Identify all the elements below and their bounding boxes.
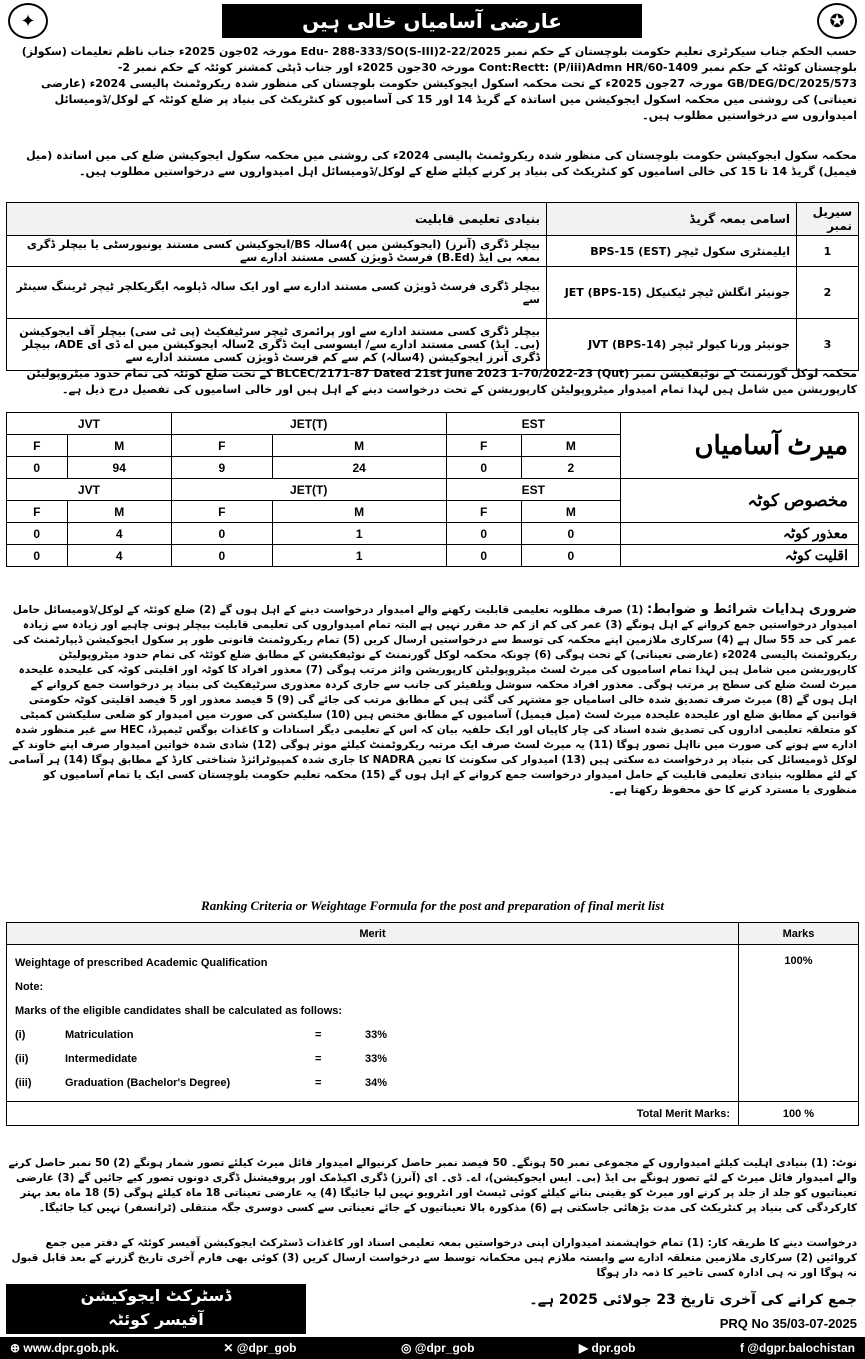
item-num: (ii) xyxy=(15,1053,29,1065)
instagram-icon: ◎ xyxy=(400,1341,415,1355)
facebook-handle: @dgpr.balochistan xyxy=(747,1341,855,1355)
facebook-link[interactable] xyxy=(740,1341,855,1355)
seat-value: 0 xyxy=(521,545,620,567)
merit-details xyxy=(7,945,739,1102)
sub-m: M xyxy=(272,501,446,523)
qualification-cell: بیچلر ڈگری کسی مستند ادارے سے اور پرائمری ٹیچر سرٹیفکیٹ (پی ٹی سی) بیچلر آف ایجوکیشن (بی۔ ایڈ) کسی مستند ادارے سے/ ایسوسی ایٹ ڈگری 2سالہ ایجوکیشن میں اے ڈی ای ADE، بیچلر ڈگری آنرز ایجوکیشن (4سالہ) کم سے کم فرسٹ ڈویژن کسی مستند ادارے سے xyxy=(7,319,547,371)
youtube-handle: dpr.gob xyxy=(591,1341,636,1355)
globe-icon: ⊕ xyxy=(10,1341,24,1355)
serial-cell: 3 xyxy=(797,319,859,371)
government-emblem-right-icon: ✪ xyxy=(817,3,857,39)
seat-value: 0 xyxy=(446,523,521,545)
sub-f: F xyxy=(7,501,68,523)
item-eq: = xyxy=(315,1077,322,1089)
seat-value: 1 xyxy=(272,545,446,567)
sub-f: F xyxy=(171,501,272,523)
sub-f: F xyxy=(446,501,521,523)
sub-m: M xyxy=(521,435,620,457)
minority-quota-label: اقلیت کوٹہ xyxy=(621,545,859,567)
x-handle: @dpr_gob xyxy=(236,1341,297,1355)
seat-value: 4 xyxy=(67,545,171,567)
sub-m: M xyxy=(521,501,620,523)
sub-f: F xyxy=(171,435,272,457)
x-link[interactable] xyxy=(223,1341,296,1355)
seat-value: 0 xyxy=(7,457,68,479)
merit-item xyxy=(15,1071,730,1095)
table-row xyxy=(7,236,859,267)
group-jvt: JVT xyxy=(7,479,172,501)
sub-m: M xyxy=(67,501,171,523)
item-pct: 34% xyxy=(365,1077,388,1089)
group-est: EST xyxy=(446,413,620,435)
item-pct: 33% xyxy=(365,1029,388,1041)
page-title: عارضی آسامیاں خالی ہیں xyxy=(222,4,642,38)
col-post: اسامی بمعہ گریڈ xyxy=(547,203,797,236)
total-value: 100 % xyxy=(739,1102,859,1126)
merit-item xyxy=(15,1023,730,1047)
merit-item xyxy=(15,1047,730,1071)
col-marks: Marks xyxy=(739,923,859,945)
group-jet: JET(T) xyxy=(171,413,446,435)
serial-cell: 1 xyxy=(797,236,859,267)
seat-value: 0 xyxy=(446,457,521,479)
post-cell: جونیئر ورنا کیولر ٹیچر JVT (BPS-14) xyxy=(547,319,797,371)
notes-section: نوٹ: (1) بنیادی اہلیت کیلئے امیدواروں کے مجموعی نمبر 50 ہونگے۔ 50 فیصد نمبر حاصل کرنیوالے امیدوار فائل میرٹ کیلئے تصور شمار ہونگے (2) 50 نمبر حاصل کرنے والے امیدوار فائل میرٹ کے لئے تصور ہونگے بی ایڈ (بی۔ ایس ایجوکیشن)، اے۔ ڈی۔ ای (آنرز) ڈگری اکیڈمک اور پروفیشنل ڈگری دونوں تصور کیے جائیں گے (3) عارضی تعیناتیوں کو جلد از جلد پر کرنے اور میرٹ کو یقینی بنانے کیلئے کوئی ٹیسٹ اور انٹرویو نہیں لیا جائیگا (4) یہ عارضی تعیناتی 18 ماہ کیلئے ہوگی (5) 18 ماہ بعد بہتر کارکردگی کی بنیاد پر کنٹریکٹ کی مدت بڑھائی جاسکتی ہے (6) مذکورہ بالا تعیناتیوں کے جائے تعیناتی سے کسی دوسری جگہ منتقلی (ٹرانسفر) نہیں کیا جائیگا۔ xyxy=(8,1157,857,1214)
x-icon: ✕ xyxy=(223,1341,237,1355)
item-pct: 33% xyxy=(365,1053,388,1065)
footer-bar xyxy=(0,1337,865,1359)
youtube-link[interactable] xyxy=(579,1341,636,1355)
item-eq: = xyxy=(315,1029,322,1041)
posts-table xyxy=(6,202,859,371)
deadline-text: جمع کرانے کی آخری تاریخ 23 جولائی 2025 ہے۔ xyxy=(529,1292,857,1308)
special-quota-label: مخصوص کوٹہ xyxy=(621,479,859,523)
sub-m: M xyxy=(67,435,171,457)
merit-table xyxy=(6,922,859,1126)
col-serial: سیریل نمبر xyxy=(797,203,859,236)
intro-paragraph-2: محکمہ سکول ایجوکیشن حکومت بلوچستان کی منظور شدہ ریکروٹمنٹ پالیسی 2024ء کی روشنی میں محکمہ سکول ایجوکیشن ضلع کی میں اساتذہ (میل فیمیل) گریڈ 14 تا 15 کی خالی اسامیوں کو کنٹریکٹ کی بنیاد پر کرنے کیلئے ضلع کے لوکل/ڈومیسائل اہل امیدواروں سے درخواستیں مطلوب ہیں۔ xyxy=(26,149,857,178)
item-name: Intermedidate xyxy=(65,1053,138,1065)
table-row xyxy=(7,267,859,319)
header xyxy=(0,0,865,42)
group-jet: JET(T) xyxy=(171,479,446,501)
posts-header-row xyxy=(7,203,859,236)
disabled-quota-label: معذور کوٹہ xyxy=(621,523,859,545)
col-merit: Merit xyxy=(7,923,739,945)
note-label: Note: xyxy=(15,981,44,993)
calc-label: Marks of the eligible candidates shall be calculated as follows: xyxy=(15,1005,343,1017)
seat-value: 0 xyxy=(7,523,68,545)
seat-value: 4 xyxy=(67,523,171,545)
weightage-marks: 100% xyxy=(739,945,859,1102)
instructions-section xyxy=(8,602,857,892)
group-jvt: JVT xyxy=(7,413,172,435)
youtube-icon: ▶ xyxy=(578,1341,592,1355)
instructions-heading: ضروری ہدایات شرائط و ضوابط: xyxy=(646,602,857,617)
disabled-values-row xyxy=(7,523,859,545)
sub-f: F xyxy=(446,435,521,457)
seat-value: 0 xyxy=(171,523,272,545)
seat-value: 1 xyxy=(272,523,446,545)
instructions-text: (1) صرف مطلوبہ تعلیمی قابلیت رکھنے والے امیدوار درخواست دینے کے اہل ہوں گے (2) ضلع کوئٹہ کے لوکل/ڈومیسائل حامل امیدوار درخواستیں جمع کروانے کے اہل ہونگے (3) عمر کی کم از کم حد مقرر نہیں ہے البتہ تمام امیدواروں کی تعلیمی قابلیت بیچلر ہونی چاہیے اور زیادہ سے زیادہ عمر کی حد 55 سال ہے (4) سرکاری ملازمین اپنے محکمہ کی توسط سے درخواستیں ارسال کریں (5) تمام ریکروٹمنٹ قانونی طور پر سکول ایجوکیشن ڈیپارٹمنٹ کی ریکروٹمنٹ پالیسی 2024ء (عارضی تعیناتی) کے تحت ہوگی (6) چونکہ محکمہ لوکل گورنمنٹ کے نوٹیفکیشن کے مطابق ضلع کوئٹہ کی تمام حدود میٹروپولیٹن کارپوریشن میں شامل ہیں لہذا تمام اسامیوں کی میرٹ لسٹ میٹروپولیٹن کارپوریشن وائز مرتب ہوگی (7) معذور افراد کا کوٹہ اور اقلیتی کوٹہ کی علیحدہ علیحدہ میرٹ لسٹ ضلع کی سطح پر مرتب ہوگی۔ معذور افراد محکمہ سوشل ویلفیئر کی جانب سے جاری کردہ معذوری سرٹیفکیٹ کی بنیاد پر درخواست جمع کروانے کے اہل ہوں گے (8) میرٹ صرف تصدیق شدہ خالی اسامیاں جو مشتہر کی گئی ہیں کے مطابق مرتب کی جائے گی (9) 5 فیصد معذور اور 5 فیصد اقلیتی کوٹہ حکومتی قوانین کے مطابق ضلع اور علیحدہ علیحدہ میرٹ لسٹ (میل فیمیل) آسامیوں کے مطابق مختص ہیں (10) سلیکشن کی صورت میں امیدوار کو ضلعی سلیکشن کمیٹی کو متعلقہ تعلیمی اداروں کی تصدیق شدہ اسناد کی چار کاپیاں اور ایک حلفیہ بیان کہ اس کے تعلیمی دیگر اسنادات و کاغذات بوگس ٹیمپرڈ، HEC سے غیر منظور شدہ ادارے سے ہونے کی صورت میں نااہل تصور ہوگا (11) یہ میرٹ لسٹ صرف ایک مرتبہ ریکروٹمنٹ کیلئے موثر ہوگی (12) شادی شدہ خواتین امیدوار صرف اپنے خاوند کے لوکل ڈومیسائل کی بنیاد پر درخواست دے سکتی ہیں (13) امیدوار کی سکونت کا تعین NADRA کا جاری شدہ کمپیوٹرائزڈ شناختی کارڈ کے مطابق ہوگا (14) ہر آسامی کے لئے مطلوبہ بنیادی تعلیمی قابلیت کے حامل امیدوار درخواست جمع کروانے کے اہل ہوں گے (15) محکمہ تعلیم حکومت بلوچستان کسی ایک یا تمام آسامیوں کو منظوری یا مسترد کرنے کا حق محفوظ رکھتا ہے۔ xyxy=(8,604,857,796)
col-qualification: بنیادی تعلیمی قابلیت xyxy=(7,203,547,236)
application-procedure: درخواست دینے کا طریقہ کار: (1) تمام خواہشمند امیدواران اپنی درخواستیں بمعہ تعلیمی اسناد اور کاغذات ڈسٹرکٹ ایجوکیشن آفیسر کوئٹہ کے دفتر میں جمع کروائیں (2) سرکاری ملازمین متعلقہ ادارے سے وابستہ ملازم ہیں محکمانہ توسط سے درخواست ارسال کریں (3) کوئی بھی فارم آخری تاریخ گزرنے کے بعد قابل قبول نہ ہوگا اور نہ ہی ادارہ کسی تاخیر کا ذمہ دار ہوگا xyxy=(11,1237,857,1279)
instagram-link[interactable] xyxy=(401,1341,475,1355)
weightage-label: Weightage of prescribed Academic Qualification xyxy=(15,957,268,969)
seat-value: 2 xyxy=(521,457,620,479)
merit-seats-label: میرٹ آسامیاں xyxy=(621,413,859,479)
seat-value: 9 xyxy=(171,457,272,479)
sub-f: F xyxy=(7,435,68,457)
item-name: Graduation (Bachelor's Degree) xyxy=(65,1077,231,1089)
serial-cell: 2 xyxy=(797,267,859,319)
metropolitan-notice: محکمہ لوکل گورنمنٹ کے نوٹیفکیشن نمبر BLCEC/2171-87 Dated 21st June 2023 1-70/2022-23 (Qut) کے تحت ضلع کوئٹہ کی تمام حدود میٹروپولیٹن کارپوریشن میں شامل ہیں لہذا تمام امیدوار میٹروپولیٹن کارپوریشن کے تحت درخواست دینے کے اہل ہیں اور خالی اسامیوں کی تفصیل درج ذیل ہے۔ xyxy=(26,367,857,396)
prq-number: PRQ No 35/03-07-2025 xyxy=(719,1316,857,1331)
table-row xyxy=(7,319,859,371)
seat-value: 24 xyxy=(272,457,446,479)
instagram-handle: @dpr_gob xyxy=(414,1341,475,1355)
post-cell: ایلیمنٹری سکول ٹیچر BPS-15 (EST) xyxy=(547,236,797,267)
group-est: EST xyxy=(446,479,620,501)
office-box xyxy=(6,1284,306,1334)
website-text: www.dpr.gob.pk. xyxy=(23,1341,119,1355)
seat-value: 0 xyxy=(171,545,272,567)
item-num: (i) xyxy=(15,1029,26,1041)
intro-paragraph-1: حسب الحکم جناب سیکرٹری تعلیم حکومت بلوچستان کے حکم نمبر Edu- 288-333/SO(S-III)2-22/2025 مورخہ 02جون 2025ء جناب ناظم تعلیمات (سکولز) بلوچستان کوئٹہ کے حکم نمبر 1409-60/Cont:Rectt: (P/iii)Admn HR مورخہ 30جون 2025ء اور جناب ڈپٹی کمشنر کوئٹہ کے حکم نمبر 2-GB/DEG/DC/2025/573 مورخہ 27جون 2025ء کے تحت محکمہ اسکول ایجوکیشن حکومت بلوچستان کی منظور شدہ ریکروٹمنٹ پالیسی 2024ء (عارضی تعیناتی) کی روشنی میں محکمہ اسکول ایجوکیشن میں اساتذہ کے گریڈ 14 اور 15 کی آسامیوں کو کنٹریکٹ کی بنیاد پر ضلع کوئٹہ کے لوکل/ڈومیسائل امیدواروں سے درخواستیں مطلوب ہیں۔ xyxy=(21,45,857,122)
office-line-1: ڈسٹرکٹ ایجوکیشن xyxy=(80,1286,232,1305)
seat-value: 0 xyxy=(521,523,620,545)
item-eq: = xyxy=(315,1053,322,1065)
seats-table xyxy=(6,412,859,567)
item-num: (iii) xyxy=(15,1077,32,1089)
seat-value: 94 xyxy=(67,457,171,479)
total-label: Total Merit Marks: xyxy=(7,1102,739,1126)
sub-m: M xyxy=(272,435,446,457)
qualification-cell: بیچلر ڈگری فرسٹ ڈویژن کسی مستند ادارے سے اور ایک سالہ ڈپلومہ ایگریکلچر ٹیچر ٹریننگ سینٹر سے xyxy=(7,267,547,319)
website-link[interactable] xyxy=(10,1341,119,1355)
post-cell: جونیئر انگلش ٹیچر ٹیکنیکل JET (BPS-15) xyxy=(547,267,797,319)
item-name: Matriculation xyxy=(65,1029,134,1041)
government-emblem-left-icon: ✦ xyxy=(8,3,48,39)
ranking-title: Ranking Criteria or Weightage Formula for the post and preparation of final merit list xyxy=(201,898,664,913)
office-line-2: آفیسر کوئٹہ xyxy=(108,1310,204,1329)
minority-values-row xyxy=(7,545,859,567)
qualification-cell: بیچلر ڈگری (آنرز) (ایجوکیشن میں )4سالہ BS/ایجوکیشن کسی مستند یونیورسٹی یا بیچلر ڈگری بمعہ بی ایڈ (B.Ed) فرسٹ ڈویژن کسی مستند ادارے سے xyxy=(7,236,547,267)
facebook-icon: f xyxy=(739,1341,748,1355)
seat-value: 0 xyxy=(446,545,521,567)
seat-value: 0 xyxy=(7,545,68,567)
